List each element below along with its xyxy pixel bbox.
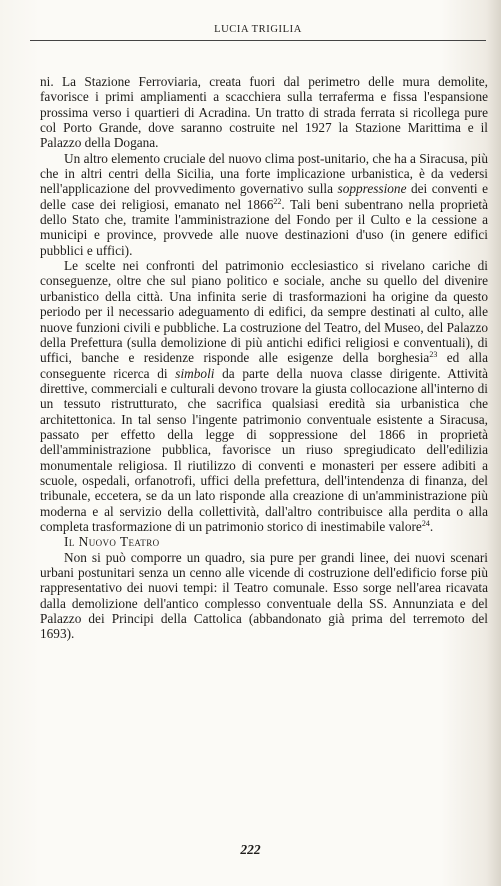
paragraph-2 <box>40 151 488 258</box>
page-body <box>40 74 488 642</box>
section-heading: Il Nuovo Teatro <box>64 534 160 550</box>
paragraph-3-text-a: Le scelte nei confronti del patrimonio ecclesiastico si rivelano cariche di conseguenze, oltre che sul piano politico e sociale, anche su quello del divenire urbanistico della città. Una infinita serie di trasformazioni ha origine da questo periodo per il necessario adeguamento di edifici, da sempre destinati al culto, alle nuove funzioni civili e pubbliche. La costruzione del Teatro, del Museo, del Palazzo della Prefettura (sulla demolizione di più antichi edifici religiosi e conventuali), di uffici, banche e residenze risponde alle esigenze della borghesia <box>40 258 488 366</box>
paragraph-3 <box>40 258 488 534</box>
emphasis-simboli: simboli <box>175 365 215 381</box>
paragraph-2-text-a: Un altro elemento cruciale del nuovo clima post-unitario, che ha a Siracusa, più che in altri centri della Sicilia, una forte implicazione urbanistica, è da vedersi nell'applicazione del provvedimento governativo sulla <box>40 150 488 197</box>
paragraph-1 <box>40 74 488 151</box>
footnote-ref-24[interactable]: 24 <box>421 518 430 528</box>
paragraph-3-text-d: da parte della nuova classe dirigente. Attività direttive, commerciali e culturali devono trovare la giusta collocazione all'interno di un tessuto ristrutturato, che sacrifica qualsiasi eredità sia urbanistica che architettonica. In tal senso l'ingente patrimonio conventuale esistente a Siracusa, passato per effetto della legge di soppressione del 1866 in proprietà dell'amministrazione pubblica, favorisce un riuso spregiudicato dell'edilizia monumentale religiosa. Il riutilizzo di conventi e monasteri per essere adibiti a scuole, ospedali, orfanotrofi, uffici della prefettura, dell'intendenza di finanza, del tribunale, eccetera, se da un lato risponde alla creazione di un'amministrazione più moderna e al servizio della collettività, dall'altro contribuisce alla perdita o alla completa trasformazione di un patrimonio storico di inestimabile valore <box>40 365 488 534</box>
footnote-ref-23[interactable]: 23 <box>429 350 438 360</box>
emphasis-soppressione: soppressione <box>337 181 407 197</box>
paragraph-1-text: ni. La Stazione Ferroviaria, creata fuori dal perimetro delle mura demolite, favorisce i primi ampliamenti a scacchiera sulla terraferma e fissa l'espansione prossima verso i quartieri di Acradina. Un tratto di strada ferrata si ricollega pure col Porto Grande, dove saranno costruite nel 1927 la Stazione Marittima e il Palazzo della Dogana. <box>40 74 488 151</box>
page-number: 222 <box>240 842 261 857</box>
footnote-ref-22[interactable]: 22 <box>273 196 282 206</box>
paragraph-3-text-e: . <box>429 518 434 534</box>
running-header: LUCIA TRIGILIA <box>214 24 302 35</box>
paragraph-2-text-d: . Tali beni subentrano nella proprietà dello Stato che, tramite l'amministrazione del Fondo per il Culto e la cessione a municipi e province, provvede alle nuove destinazioni d'uso (in genere edifici pubblici e uffici). <box>40 196 488 258</box>
section-paragraph: Non si può comporre un quadro, sia pure per grandi linee, dei nuovi scenari urbani postunitari senza un cenno alle vicende di costruzione dell'edificio forse più rappresentativo dei nuovi tempi: il Teatro comunale. Esso sorge nell'area ricavata dalla demolizione dell'antico complesso conventuale della SS. Annunziata e del Palazzo dei Principi della Cattolica (abbandonato già prima del terremoto del 1693). <box>40 549 488 642</box>
header-rule <box>30 40 486 41</box>
paragraph-3-text-b: ed alla conseguente ricerca di <box>40 350 488 381</box>
paragraph-2-text-c: dei conventi e delle case dei religiosi, emanato nel 1866 <box>40 181 488 212</box>
